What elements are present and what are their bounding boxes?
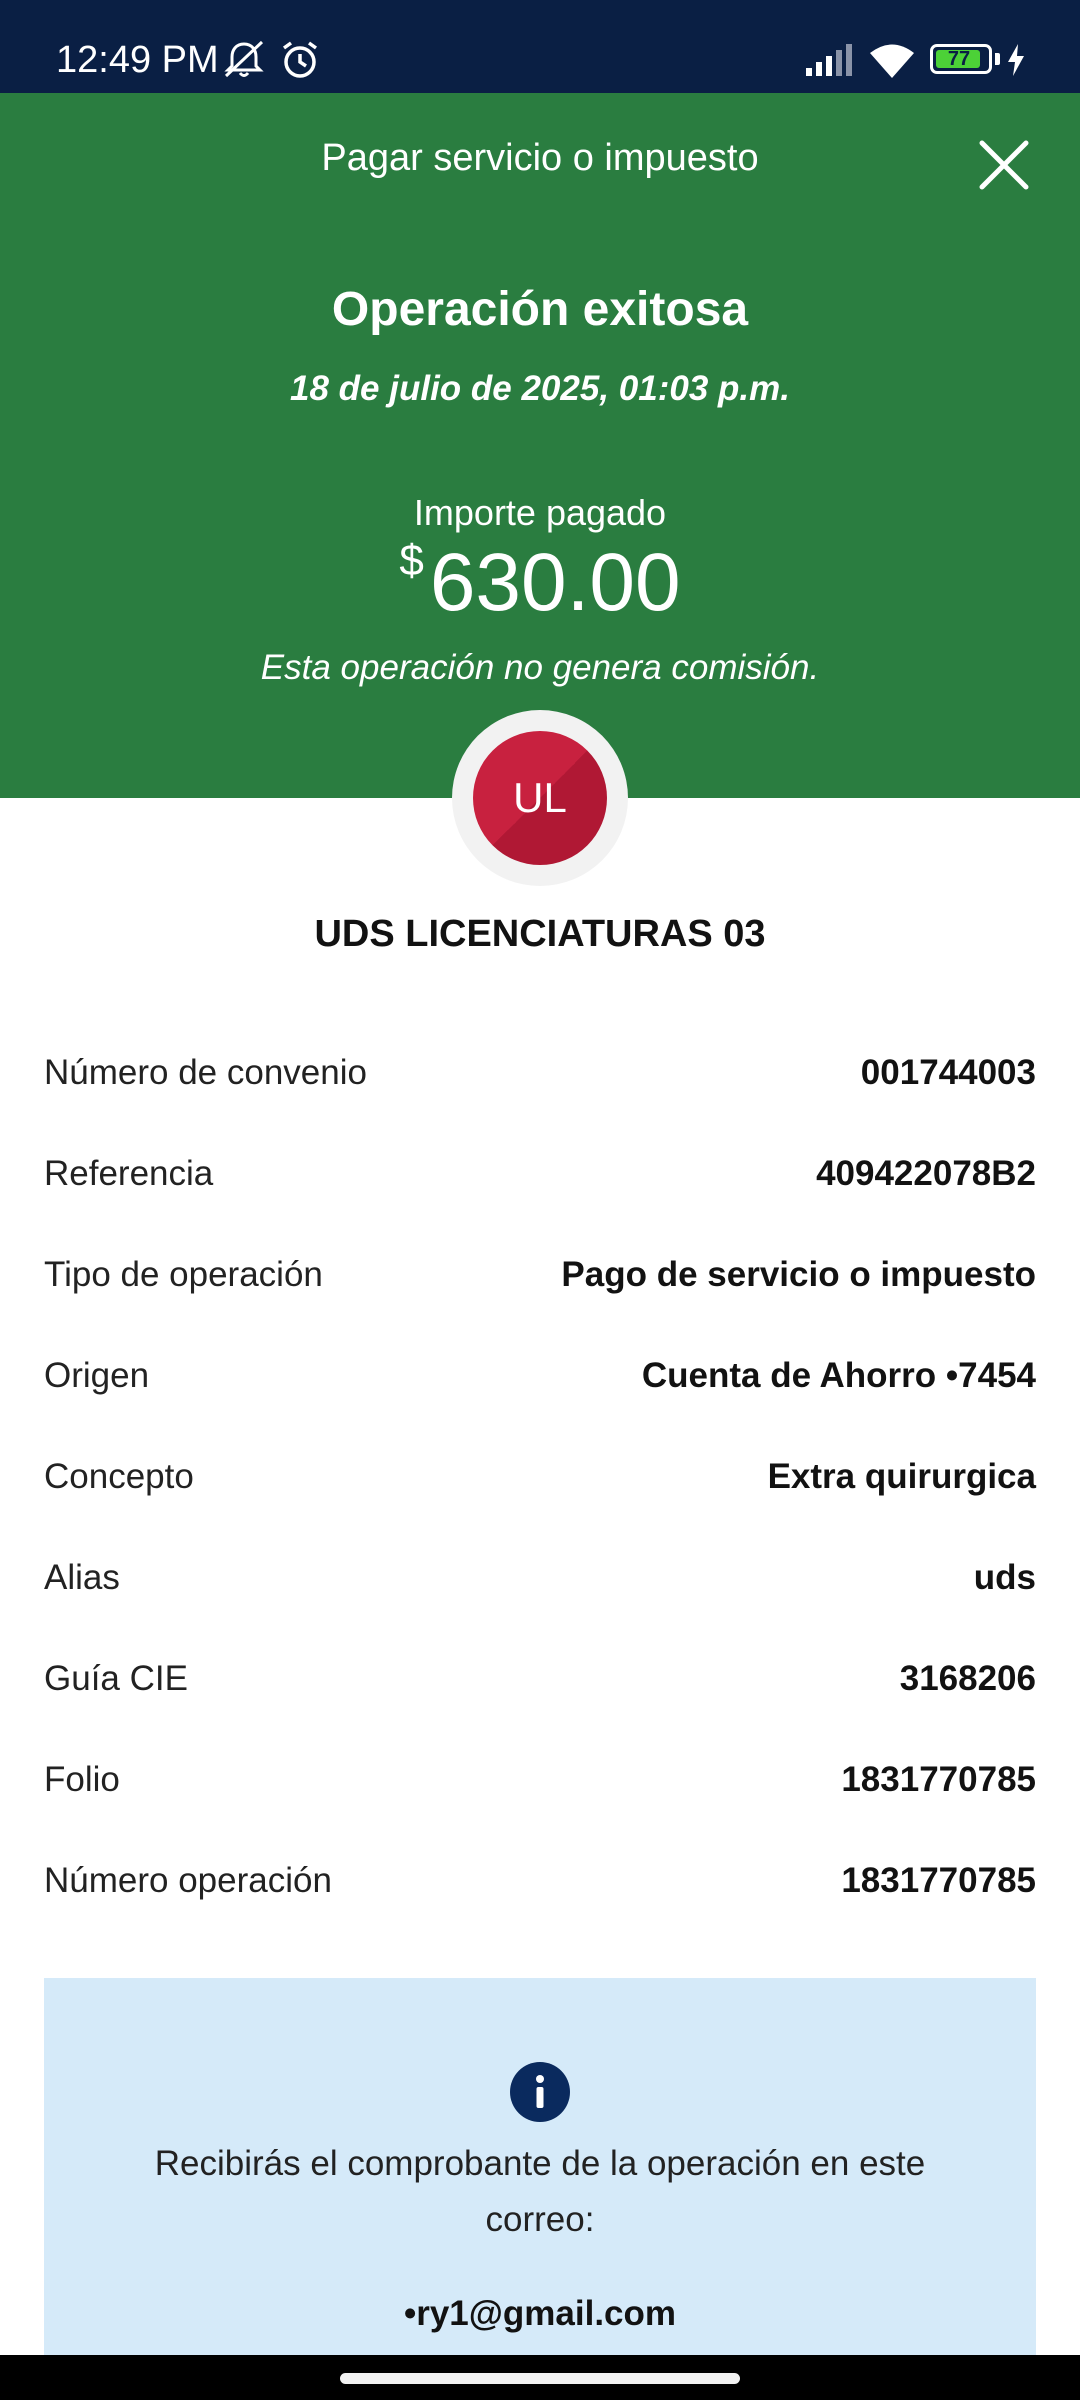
detail-row-convenio (44, 1025, 1036, 1126)
detail-label: Origen (44, 1356, 150, 1395)
detail-label: Número operación (44, 1861, 332, 1900)
detail-row-tipo-operacion (44, 1227, 1036, 1328)
signal-icon (806, 44, 860, 76)
amount-value: 630.00 (429, 537, 681, 628)
close-button[interactable] (968, 129, 1040, 201)
detail-value: Pago de servicio o impuesto (561, 1255, 1036, 1294)
detail-row-numero-operacion (44, 1833, 1036, 1934)
detail-value: Extra quirurgica (767, 1457, 1036, 1496)
info-email: •ry1@gmail.com (403, 2294, 677, 2333)
info-box (44, 1978, 1036, 2358)
detail-row-alias (44, 1530, 1036, 1631)
alarm-icon (280, 40, 320, 80)
detail-row-concepto (44, 1429, 1036, 1530)
result-title: Operación exitosa (331, 283, 749, 336)
navigation-bar (0, 2355, 1080, 2400)
detail-value: 1831770785 (841, 1760, 1036, 1799)
status-bar (0, 0, 1080, 93)
info-icon (510, 2062, 570, 2122)
detail-row-origen (44, 1328, 1036, 1429)
home-indicator[interactable] (340, 2373, 740, 2384)
battery-level: 77 (947, 48, 971, 70)
detail-label: Tipo de operación (44, 1255, 323, 1294)
commission-note: Esta operación no genera comisión. (260, 648, 820, 687)
page-title: Pagar servicio o impuesto (321, 137, 759, 179)
details-list (44, 1025, 1036, 1934)
merchant-name: UDS LICENCIATURAS 03 (314, 913, 766, 955)
charging-icon (1006, 44, 1026, 76)
currency-symbol: $ (399, 536, 424, 585)
status-time: 12:49 PM (56, 39, 219, 81)
detail-label: Referencia (44, 1154, 214, 1193)
detail-value: 409422078B2 (816, 1154, 1036, 1193)
detail-row-guia-cie (44, 1631, 1036, 1732)
avatar: UL (473, 731, 607, 865)
mute-icon (222, 40, 266, 80)
detail-value: 3168206 (899, 1659, 1036, 1698)
detail-value: 001744003 (860, 1053, 1036, 1092)
detail-label: Folio (44, 1760, 120, 1799)
battery-icon (930, 44, 992, 74)
wifi-icon (868, 42, 916, 78)
close-icon (968, 129, 1040, 201)
amount-label: Importe pagado (413, 492, 667, 533)
detail-label: Guía CIE (44, 1659, 188, 1698)
detail-label: Número de convenio (44, 1053, 367, 1092)
result-date: 18 de julio de 2025, 01:03 p.m. (290, 369, 790, 408)
success-header (0, 93, 1080, 798)
amount-row (0, 533, 1080, 633)
detail-label: Concepto (44, 1457, 194, 1496)
battery-nub (995, 53, 1000, 65)
detail-row-folio (44, 1732, 1036, 1833)
detail-value: uds (973, 1558, 1036, 1597)
detail-row-referencia (44, 1126, 1036, 1227)
info-text: Recibirás el comprobante de la operación en este correo: (154, 2144, 926, 2239)
detail-label: Alias (44, 1558, 120, 1597)
detail-value: 1831770785 (841, 1861, 1036, 1900)
detail-value: Cuenta de Ahorro •7454 (641, 1356, 1036, 1395)
